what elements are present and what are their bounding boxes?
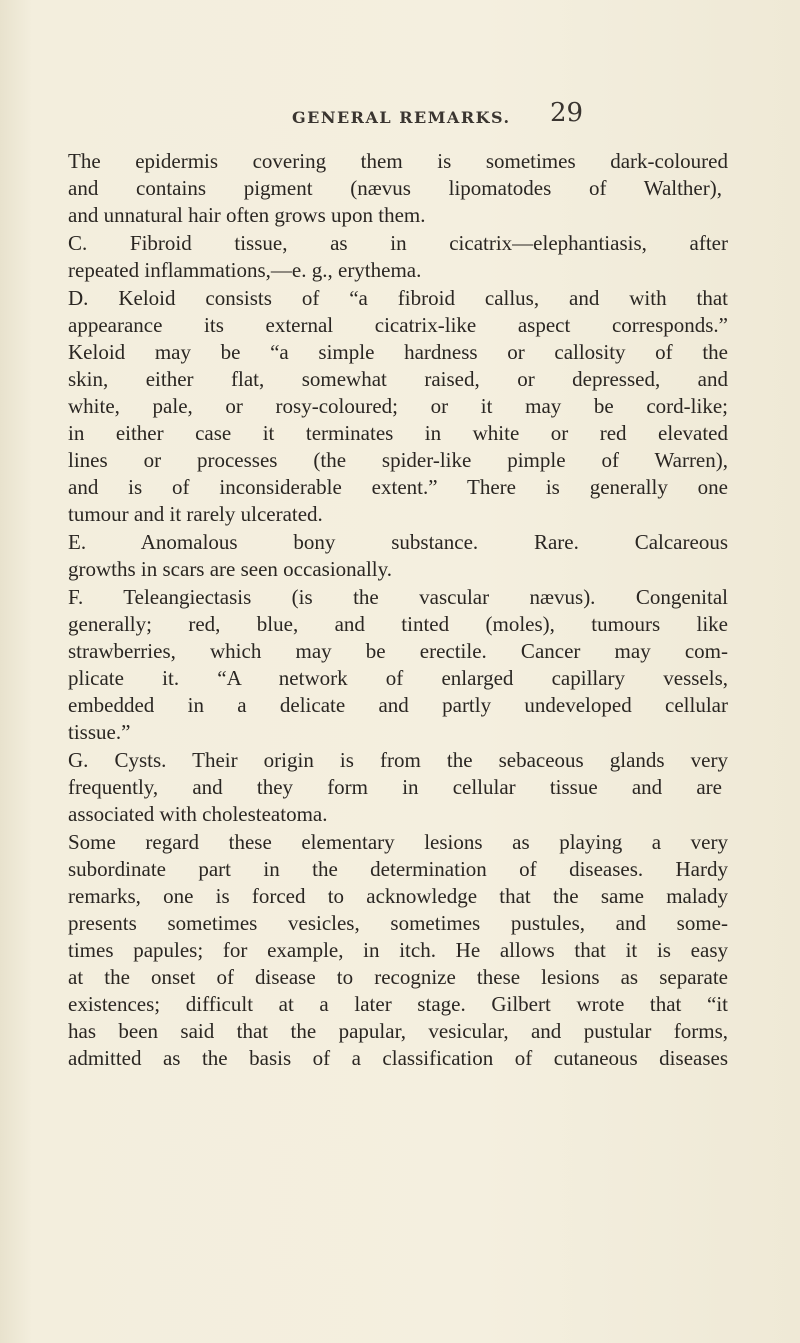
text-line: has been said that the papular, vesicular, and pustular forms, [68, 1019, 728, 1043]
text-line: G. Cysts. Their origin is from the sebaceous glands very [68, 748, 728, 772]
text-line: tumour and it rarely ulcerated. [68, 502, 323, 526]
text-line: subordinate part in the determination of diseases. Hardy [68, 857, 728, 881]
text-line: embedded in a delicate and partly undeveloped cellular [68, 693, 728, 717]
running-head: GENERAL REMARKS. [292, 108, 511, 127]
text-line: tissue.” [68, 720, 131, 744]
text-line: white, pale, or rosy-coloured; or it may be cord-like; [68, 394, 728, 418]
text-line: repeated inflammations,—e. g., erythema. [68, 258, 422, 282]
text-line: in either case it terminates in white or red elevated [68, 421, 728, 445]
page-header [0, 98, 800, 138]
text-line: E. Anomalous bony substance. Rare. Calcareous [68, 530, 728, 554]
text-line: The epidermis covering them is sometimes dark-coloured [68, 149, 728, 173]
text-line: and contains pigment (nævus lipomatodes of Walther), [68, 176, 722, 200]
text-line: appearance its external cicatrix-like aspect corresponds.” [68, 313, 728, 337]
text-line: admitted as the basis of a classification of cutaneous diseases [68, 1046, 728, 1070]
text-line: at the onset of disease to recognize these lesions as separate [68, 965, 728, 989]
text-line: presents sometimes vesicles, sometimes pustules, and some- [68, 911, 728, 935]
text-line: F. Teleangiectasis (is the vascular nævus). Congenital [68, 585, 728, 609]
text-line: skin, either flat, somewhat raised, or depressed, and [68, 367, 728, 391]
text-line: strawberries, which may be erectile. Cancer may com- [68, 639, 728, 663]
text-line: C. Fibroid tissue, as in cicatrix—elephantiasis, after [68, 231, 728, 255]
text-line: growths in scars are seen occasionally. [68, 557, 393, 581]
text-line: times papules; for example, in itch. He allows that it is easy [68, 938, 728, 962]
text-line: remarks, one is forced to acknowledge that the same malady [68, 884, 728, 908]
text-line: Keloid may be “a simple hardness or callosity of the [68, 340, 728, 364]
text-line: and is of inconsiderable extent.” There is generally one [68, 475, 728, 499]
text-line: Some regard these elementary lesions as playing a very [68, 830, 728, 854]
text-line: plicate it. “A network of enlarged capillary vessels, [68, 666, 728, 690]
text-line: existences; difficult at a later stage. Gilbert wrote that “it [68, 992, 728, 1016]
text-line: frequently, and they form in cellular tissue and are [68, 775, 722, 799]
text-line: and unnatural hair often grows upon them. [68, 203, 426, 227]
text-line: generally; red, blue, and tinted (moles), tumours like [68, 612, 728, 636]
page-number: 29 [550, 98, 584, 128]
text-line: lines or processes (the spider-like pimple of Warren), [68, 448, 728, 472]
text-line: associated with cholesteatoma. [68, 802, 328, 826]
text-line: D. Keloid consists of “a fibroid callus, and with that [68, 286, 728, 310]
